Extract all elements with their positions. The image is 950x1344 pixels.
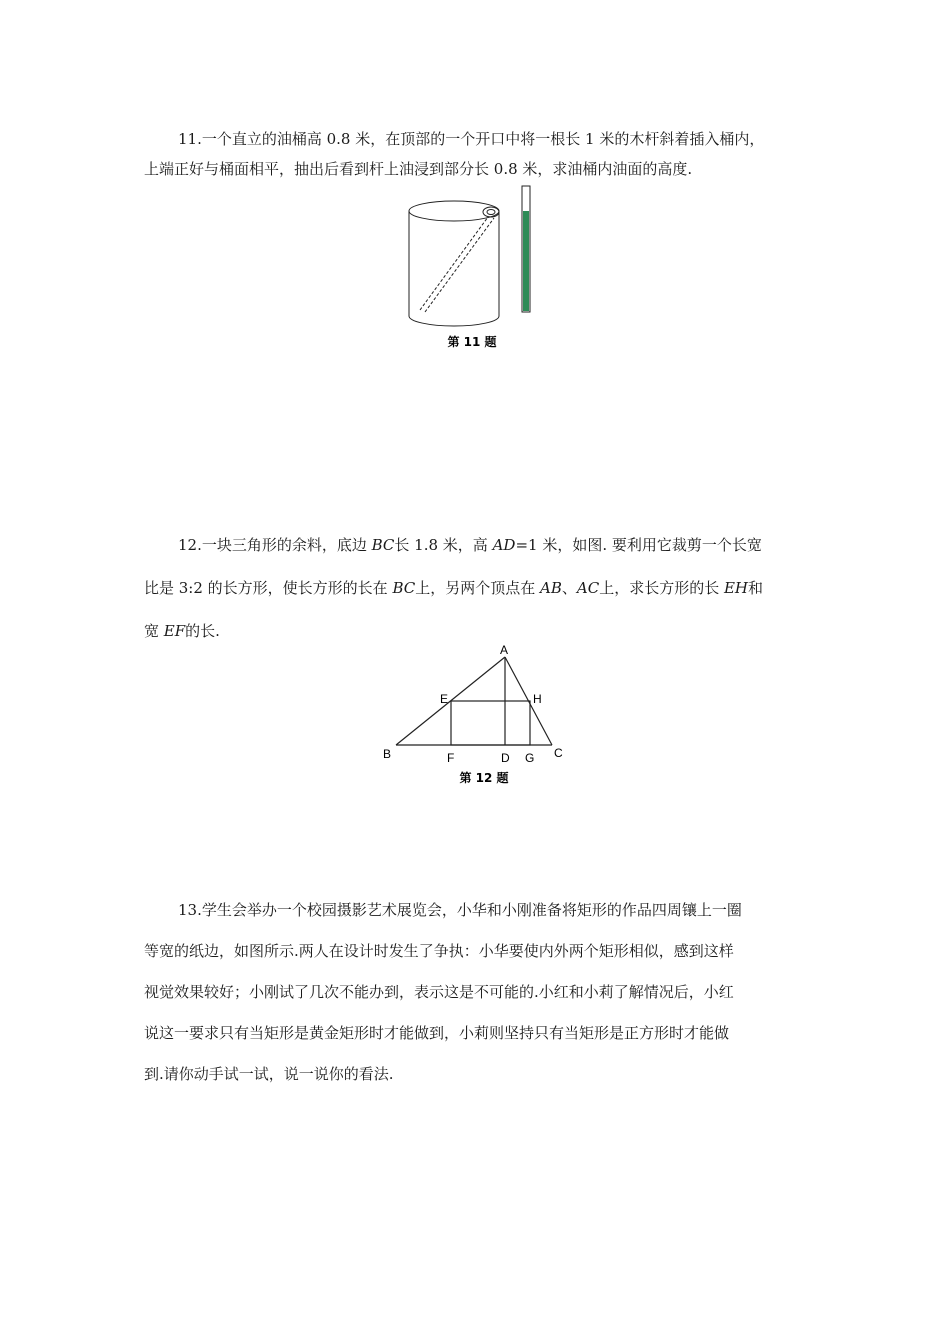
figure-11-caption: 第 11 题 bbox=[447, 335, 497, 349]
point-f-label: F bbox=[447, 751, 455, 765]
opening-inner bbox=[487, 210, 495, 215]
text-span: 、 bbox=[561, 579, 577, 597]
inserted-stick-right bbox=[425, 218, 494, 312]
problem-13-text bbox=[144, 890, 808, 1095]
problem-13-line-4: 说这一要求只有当矩形是黄金矩形时才能做到，小莉则坚持只有当矩形是正方形时才能做 bbox=[144, 1024, 730, 1042]
inserted-stick-left bbox=[420, 217, 488, 310]
text-span: 宽 bbox=[144, 622, 164, 640]
problem-13-line-3: 视觉效果较好；小刚试了几次不能办到，表示这是不可能的.小红和小莉了解情况后，小红 bbox=[144, 983, 734, 1001]
oil-barrel bbox=[409, 201, 499, 326]
oil-soaked-part bbox=[523, 211, 529, 311]
point-g-label: G bbox=[525, 751, 535, 765]
problem-12-line-1 bbox=[144, 524, 808, 567]
segment-ab: AB bbox=[540, 579, 562, 597]
problem-13-line-5: 到.请你动手试一试，说一说你的看法. bbox=[144, 1065, 394, 1083]
problem-11-text bbox=[144, 124, 808, 184]
barrel-bottom-arc bbox=[409, 316, 499, 326]
figure-12-triangle bbox=[376, 640, 576, 790]
point-a-label: A bbox=[500, 643, 509, 657]
figure-11-oil-barrel bbox=[398, 180, 548, 356]
barrel-top-ellipse bbox=[409, 201, 499, 221]
problem-12-line-2 bbox=[144, 567, 808, 610]
text-span: 12.一块三角形的余料，底边 bbox=[178, 536, 372, 554]
problem-12-text bbox=[144, 524, 808, 653]
problem-11-line-2: 上端正好与桶面相平，抽出后看到杆上油浸到部分长 0.8 米，求油桶内油面的高度. bbox=[144, 160, 693, 178]
text-span: 比是 3:2 的长方形，使长方形的长在 bbox=[144, 579, 393, 597]
text-span: 上，求长方形的长 bbox=[599, 579, 724, 597]
point-b-label: B bbox=[383, 747, 392, 761]
point-d-label: D bbox=[501, 751, 510, 765]
segment-bc: BC bbox=[392, 579, 416, 597]
point-e-label: E bbox=[440, 692, 449, 706]
rectangle-efgh bbox=[451, 701, 530, 745]
segment-ad: AD bbox=[492, 536, 516, 554]
figure-12-caption: 第 12 题 bbox=[459, 771, 509, 785]
segment-eh: EH bbox=[723, 579, 749, 597]
problem-11-line-1: 11.一个直立的油桶高 0.8 米，在顶部的一个开口中将一根长 1 米的木杆斜着插入桶内， bbox=[178, 130, 765, 148]
point-c-label: C bbox=[554, 746, 563, 760]
barrel-opening bbox=[483, 207, 499, 217]
segment-ac: AC bbox=[576, 579, 600, 597]
problem-13-line-2: 等宽的纸边，如图所示.两人在设计时发生了争执：小华要使内外两个矩形相似，感到这样 bbox=[144, 942, 734, 960]
point-h-label: H bbox=[533, 692, 542, 706]
segment-bc: BC bbox=[371, 536, 395, 554]
segment-ef: EF bbox=[163, 622, 186, 640]
problem-13-line-1: 13.学生会举办一个校园摄影艺术展览会，小华和小刚准备将矩形的作品四周镶上一圈 bbox=[178, 901, 742, 919]
text-span: =1 米，如图. 要利用它裁剪一个长宽 bbox=[515, 536, 762, 554]
text-span: 的长. bbox=[185, 622, 220, 640]
removed-stick bbox=[522, 186, 530, 312]
text-span: 上，另两个顶点在 bbox=[415, 579, 541, 597]
text-span: 长 1.8 米，高 bbox=[394, 536, 493, 554]
text-span: 和 bbox=[748, 579, 764, 597]
